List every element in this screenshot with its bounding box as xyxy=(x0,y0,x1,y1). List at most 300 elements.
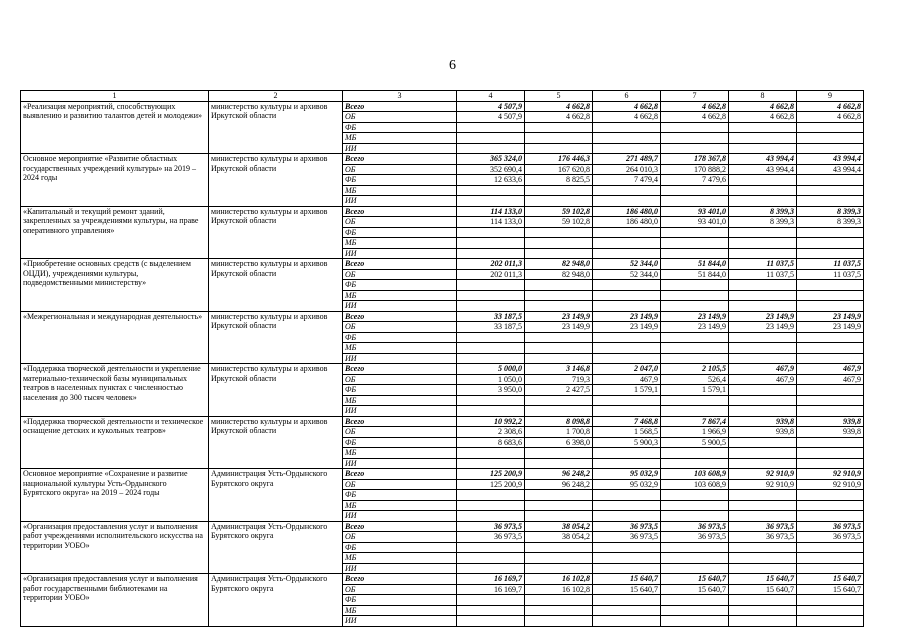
value-cell: 103 608,9 xyxy=(661,469,729,480)
value-cell xyxy=(593,248,661,259)
value-cell xyxy=(593,500,661,511)
value-cell: 7 468,8 xyxy=(593,416,661,427)
value-cell: 36 973,5 xyxy=(729,532,797,543)
value-cell xyxy=(797,385,864,396)
value-cell xyxy=(457,553,525,564)
value-cell xyxy=(525,511,593,522)
value-cell: 4 507,9 xyxy=(457,112,525,123)
value-cell: 51 844,0 xyxy=(661,259,729,270)
value-cell: 1 579,1 xyxy=(661,385,729,396)
activity-name-cell: «Организация предоставления услуг и выполнения работ учреждениями исполнительского искусства на территории УОБО» xyxy=(21,521,209,574)
value-cell xyxy=(525,458,593,469)
value-cell xyxy=(593,395,661,406)
value-cell: 36 973,5 xyxy=(661,532,729,543)
value-cell xyxy=(661,542,729,553)
value-cell xyxy=(729,133,797,144)
value-cell: 186 480,0 xyxy=(593,217,661,228)
value-cell: 5 000,0 xyxy=(457,364,525,375)
value-cell xyxy=(593,227,661,238)
value-cell xyxy=(661,605,729,616)
value-cell: 16 169,7 xyxy=(457,584,525,595)
activity-name-cell: Основное мероприятие «Сохранение и развитие национальной культуры Усть-Ордынского Бурятского округа» на 2019 – 2024 годы xyxy=(21,469,209,522)
value-cell xyxy=(797,605,864,616)
value-cell: 939,8 xyxy=(729,416,797,427)
value-cell xyxy=(729,458,797,469)
funding-source-cell: МБ xyxy=(343,238,457,249)
header-cell: 2 xyxy=(209,91,343,102)
header-cell: 3 xyxy=(343,91,457,102)
value-cell: 8 399,3 xyxy=(729,217,797,228)
value-cell xyxy=(797,175,864,186)
value-cell: 3 950,0 xyxy=(457,385,525,396)
value-cell xyxy=(525,395,593,406)
executor-cell: министерство культуры и архивов Иркутской области xyxy=(209,364,343,417)
funding-source-cell: Всего xyxy=(343,311,457,322)
executor-cell: министерство культуры и архивов Иркутской области xyxy=(209,101,343,154)
value-cell xyxy=(457,122,525,133)
value-cell xyxy=(525,238,593,249)
executor-cell: министерство культуры и архивов Иркутской области xyxy=(209,206,343,259)
value-cell xyxy=(797,511,864,522)
value-cell xyxy=(797,458,864,469)
value-cell: 167 620,8 xyxy=(525,164,593,175)
header-cell: 9 xyxy=(797,91,864,102)
executor-cell: министерство культуры и архивов Иркутской области xyxy=(209,259,343,312)
value-cell xyxy=(525,133,593,144)
value-cell: 23 149,9 xyxy=(525,322,593,333)
value-cell: 939,8 xyxy=(729,427,797,438)
funding-source-cell: Всего xyxy=(343,469,457,480)
value-cell xyxy=(525,563,593,574)
table-row xyxy=(21,521,864,532)
funding-source-cell: ФБ xyxy=(343,385,457,396)
value-cell xyxy=(797,616,864,627)
value-cell xyxy=(593,406,661,417)
activity-name-cell: «Приобретение основных средств (с выделением ОЦДИ), учреждениями культуры, подведомственными министерству» xyxy=(21,259,209,312)
value-cell xyxy=(661,511,729,522)
value-cell: 82 948,0 xyxy=(525,269,593,280)
table-row xyxy=(21,416,864,427)
value-cell xyxy=(729,511,797,522)
funding-source-cell: ФБ xyxy=(343,280,457,291)
value-cell xyxy=(593,133,661,144)
value-cell xyxy=(729,185,797,196)
value-cell xyxy=(661,563,729,574)
funding-source-cell: ИИ xyxy=(343,406,457,417)
table-body xyxy=(21,101,864,626)
value-cell: 526,4 xyxy=(661,374,729,385)
value-cell xyxy=(525,301,593,312)
header-cell: 7 xyxy=(661,91,729,102)
funding-source-cell: Всего xyxy=(343,101,457,112)
value-cell: 939,8 xyxy=(797,416,864,427)
value-cell xyxy=(729,343,797,354)
value-cell: 719,3 xyxy=(525,374,593,385)
funding-source-cell: ИИ xyxy=(343,143,457,154)
funding-source-cell: ФБ xyxy=(343,490,457,501)
value-cell xyxy=(457,301,525,312)
value-cell xyxy=(457,248,525,259)
value-cell xyxy=(729,605,797,616)
value-cell: 8 683,6 xyxy=(457,437,525,448)
value-cell xyxy=(729,143,797,154)
activity-name-cell: «Поддержка творческой деятельности и укрепление материально-технической базы муниципальных театров в населенных пунктах с численностью населения до 300 тысяч человек» xyxy=(21,364,209,417)
value-cell xyxy=(729,553,797,564)
value-cell: 38 054,2 xyxy=(525,532,593,543)
value-cell: 5 900,3 xyxy=(593,437,661,448)
value-cell: 4 662,8 xyxy=(593,101,661,112)
value-cell xyxy=(661,490,729,501)
value-cell: 12 633,6 xyxy=(457,175,525,186)
value-cell: 7 479,4 xyxy=(593,175,661,186)
value-cell: 92 910,9 xyxy=(797,479,864,490)
value-cell xyxy=(457,280,525,291)
header-cell: 8 xyxy=(729,91,797,102)
table-row xyxy=(21,574,864,585)
value-cell xyxy=(525,406,593,417)
value-cell xyxy=(457,227,525,238)
value-cell xyxy=(661,353,729,364)
value-cell: 15 640,7 xyxy=(661,574,729,585)
funding-source-cell: МБ xyxy=(343,553,457,564)
value-cell: 939,8 xyxy=(797,427,864,438)
funding-source-cell: ОБ xyxy=(343,427,457,438)
value-cell: 92 910,9 xyxy=(797,469,864,480)
value-cell: 15 640,7 xyxy=(797,584,864,595)
value-cell: 2 427,5 xyxy=(525,385,593,396)
value-cell: 36 973,5 xyxy=(661,521,729,532)
value-cell: 23 149,9 xyxy=(593,322,661,333)
value-cell xyxy=(661,616,729,627)
funding-source-cell: МБ xyxy=(343,290,457,301)
value-cell xyxy=(457,563,525,574)
value-cell: 103 608,9 xyxy=(661,479,729,490)
value-cell: 43 994,4 xyxy=(729,164,797,175)
value-cell: 16 102,8 xyxy=(525,584,593,595)
value-cell xyxy=(525,553,593,564)
value-cell: 1 568,5 xyxy=(593,427,661,438)
funding-source-cell: ИИ xyxy=(343,196,457,207)
value-cell: 7 867,4 xyxy=(661,416,729,427)
value-cell: 36 973,5 xyxy=(593,532,661,543)
value-cell xyxy=(593,353,661,364)
funding-source-cell: Всего xyxy=(343,364,457,375)
table-row xyxy=(21,206,864,217)
value-cell: 23 149,9 xyxy=(729,322,797,333)
value-cell xyxy=(797,437,864,448)
value-cell xyxy=(593,616,661,627)
value-cell xyxy=(457,448,525,459)
value-cell xyxy=(729,175,797,186)
value-cell: 36 973,5 xyxy=(729,521,797,532)
value-cell: 36 973,5 xyxy=(797,521,864,532)
funding-source-cell: ОБ xyxy=(343,584,457,595)
value-cell: 15 640,7 xyxy=(797,574,864,585)
value-cell: 96 248,2 xyxy=(525,469,593,480)
executor-cell: министерство культуры и архивов Иркутской области xyxy=(209,416,343,469)
value-cell: 11 037,5 xyxy=(729,259,797,270)
value-cell: 11 037,5 xyxy=(797,269,864,280)
executor-cell: министерство культуры и архивов Иркутской области xyxy=(209,311,343,364)
value-cell: 4 662,8 xyxy=(661,112,729,123)
value-cell: 4 662,8 xyxy=(525,112,593,123)
value-cell xyxy=(525,343,593,354)
value-cell xyxy=(797,595,864,606)
value-cell: 33 187,5 xyxy=(457,322,525,333)
value-cell xyxy=(457,542,525,553)
funding-source-cell: ОБ xyxy=(343,322,457,333)
value-cell xyxy=(457,353,525,364)
value-cell: 467,9 xyxy=(729,374,797,385)
value-cell xyxy=(525,143,593,154)
header-cell: 6 xyxy=(593,91,661,102)
executor-cell: Администрация Усть-Ордынского Бурятского округа xyxy=(209,574,343,627)
funding-source-cell: ОБ xyxy=(343,217,457,228)
value-cell xyxy=(797,227,864,238)
activity-name-cell: «Реализация мероприятий, способствующих выявлению и развитию талантов детей и молодежи» xyxy=(21,101,209,154)
value-cell: 467,9 xyxy=(593,374,661,385)
value-cell xyxy=(593,122,661,133)
value-cell: 93 401,0 xyxy=(661,217,729,228)
value-cell xyxy=(661,238,729,249)
value-cell xyxy=(797,238,864,249)
value-cell xyxy=(525,227,593,238)
table-row xyxy=(21,101,864,112)
value-cell: 4 662,8 xyxy=(661,101,729,112)
value-cell: 95 032,9 xyxy=(593,479,661,490)
value-cell xyxy=(729,490,797,501)
value-cell: 8 399,3 xyxy=(797,217,864,228)
activity-name-cell: «Поддержка творческой деятельности и техническое оснащение детских и кукольных театров» xyxy=(21,416,209,469)
value-cell: 52 344,0 xyxy=(593,269,661,280)
funding-source-cell: ФБ xyxy=(343,122,457,133)
value-cell: 8 399,3 xyxy=(797,206,864,217)
value-cell: 59 102,8 xyxy=(525,206,593,217)
value-cell: 4 507,9 xyxy=(457,101,525,112)
value-cell xyxy=(593,553,661,564)
value-cell: 16 169,7 xyxy=(457,574,525,585)
funding-source-cell: ОБ xyxy=(343,112,457,123)
value-cell: 170 888,2 xyxy=(661,164,729,175)
funding-source-cell: МБ xyxy=(343,343,457,354)
value-cell: 15 640,7 xyxy=(729,584,797,595)
value-cell: 8 399,3 xyxy=(729,206,797,217)
value-cell xyxy=(797,290,864,301)
value-cell xyxy=(661,448,729,459)
funding-source-cell: ОБ xyxy=(343,479,457,490)
value-cell: 1 050,0 xyxy=(457,374,525,385)
activity-name-cell: «Межрегиональная и международная деятельность» xyxy=(21,311,209,364)
value-cell: 4 662,8 xyxy=(797,112,864,123)
funding-source-cell: Всего xyxy=(343,206,457,217)
value-cell: 467,9 xyxy=(797,374,864,385)
value-cell xyxy=(593,490,661,501)
executor-cell: Администрация Усть-Ордынского Бурятского округа xyxy=(209,521,343,574)
value-cell xyxy=(525,122,593,133)
value-cell xyxy=(593,605,661,616)
header-cell: 5 xyxy=(525,91,593,102)
value-cell xyxy=(797,301,864,312)
value-cell xyxy=(661,500,729,511)
value-cell: 92 910,9 xyxy=(729,469,797,480)
value-cell: 23 149,9 xyxy=(661,311,729,322)
value-cell: 6 398,0 xyxy=(525,437,593,448)
funding-source-cell: ИИ xyxy=(343,248,457,259)
value-cell: 51 844,0 xyxy=(661,269,729,280)
value-cell xyxy=(661,133,729,144)
value-cell xyxy=(661,122,729,133)
value-cell xyxy=(593,595,661,606)
value-cell xyxy=(593,238,661,249)
value-cell: 15 640,7 xyxy=(729,574,797,585)
value-cell xyxy=(661,343,729,354)
value-cell xyxy=(661,280,729,291)
value-cell xyxy=(729,542,797,553)
funding-source-cell: ФБ xyxy=(343,542,457,553)
funding-source-cell: Всего xyxy=(343,574,457,585)
value-cell: 36 973,5 xyxy=(457,521,525,532)
value-cell: 96 248,2 xyxy=(525,479,593,490)
value-cell xyxy=(457,290,525,301)
value-cell xyxy=(525,616,593,627)
value-cell xyxy=(797,196,864,207)
value-cell: 23 149,9 xyxy=(525,311,593,322)
value-cell: 36 973,5 xyxy=(797,532,864,543)
header-cell: 4 xyxy=(457,91,525,102)
value-cell: 10 992,2 xyxy=(457,416,525,427)
value-cell: 3 146,8 xyxy=(525,364,593,375)
value-cell: 7 479,6 xyxy=(661,175,729,186)
funding-source-cell: ИИ xyxy=(343,511,457,522)
funding-source-cell: ИИ xyxy=(343,301,457,312)
value-cell xyxy=(729,395,797,406)
value-cell xyxy=(729,448,797,459)
header-cell: 1 xyxy=(21,91,209,102)
value-cell xyxy=(729,196,797,207)
value-cell xyxy=(457,616,525,627)
value-cell: 114 133,0 xyxy=(457,217,525,228)
header-row xyxy=(21,91,864,102)
value-cell xyxy=(457,406,525,417)
value-cell: 1 966,9 xyxy=(661,427,729,438)
value-cell xyxy=(457,511,525,522)
funding-source-cell: МБ xyxy=(343,605,457,616)
value-cell: 4 662,8 xyxy=(593,112,661,123)
value-cell xyxy=(729,595,797,606)
value-cell xyxy=(457,595,525,606)
value-cell: 15 640,7 xyxy=(593,584,661,595)
value-cell: 202 011,3 xyxy=(457,269,525,280)
value-cell xyxy=(661,395,729,406)
value-cell xyxy=(593,280,661,291)
value-cell xyxy=(797,490,864,501)
value-cell xyxy=(593,563,661,574)
value-cell xyxy=(729,616,797,627)
value-cell xyxy=(457,133,525,144)
value-cell: 2 308,6 xyxy=(457,427,525,438)
value-cell xyxy=(593,511,661,522)
value-cell xyxy=(525,605,593,616)
value-cell xyxy=(729,406,797,417)
value-cell: 202 011,3 xyxy=(457,259,525,270)
value-cell: 1 579,1 xyxy=(593,385,661,396)
table-row xyxy=(21,154,864,165)
funding-source-cell: ОБ xyxy=(343,164,457,175)
value-cell xyxy=(525,353,593,364)
value-cell: 178 367,8 xyxy=(661,154,729,165)
value-cell: 5 900,5 xyxy=(661,437,729,448)
value-cell: 4 662,8 xyxy=(729,112,797,123)
value-cell xyxy=(457,143,525,154)
value-cell xyxy=(593,343,661,354)
value-cell xyxy=(797,280,864,291)
funding-source-cell: ИИ xyxy=(343,616,457,627)
table-row xyxy=(21,311,864,322)
value-cell xyxy=(797,353,864,364)
value-cell xyxy=(661,595,729,606)
value-cell: 11 037,5 xyxy=(729,269,797,280)
value-cell xyxy=(797,406,864,417)
funding-source-cell: ФБ xyxy=(343,595,457,606)
value-cell: 23 149,9 xyxy=(729,311,797,322)
value-cell xyxy=(457,185,525,196)
value-cell xyxy=(457,332,525,343)
value-cell xyxy=(797,553,864,564)
value-cell xyxy=(661,248,729,259)
value-cell xyxy=(797,343,864,354)
value-cell xyxy=(661,227,729,238)
funding-source-cell: Всего xyxy=(343,416,457,427)
value-cell xyxy=(525,280,593,291)
value-cell xyxy=(593,332,661,343)
value-cell xyxy=(525,248,593,259)
value-cell: 176 446,3 xyxy=(525,154,593,165)
funding-source-cell: ОБ xyxy=(343,269,457,280)
value-cell xyxy=(593,196,661,207)
value-cell xyxy=(797,332,864,343)
value-cell: 92 910,9 xyxy=(729,479,797,490)
value-cell: 4 662,8 xyxy=(525,101,593,112)
value-cell xyxy=(593,143,661,154)
value-cell: 1 700,8 xyxy=(525,427,593,438)
value-cell: 16 102,8 xyxy=(525,574,593,585)
value-cell xyxy=(457,196,525,207)
executor-cell: Администрация Усть-Ордынского Бурятского округа xyxy=(209,469,343,522)
value-cell xyxy=(525,196,593,207)
value-cell: 23 149,9 xyxy=(797,322,864,333)
value-cell xyxy=(593,301,661,312)
value-cell xyxy=(729,238,797,249)
funding-source-cell: МБ xyxy=(343,448,457,459)
value-cell xyxy=(729,353,797,364)
value-cell: 59 102,8 xyxy=(525,217,593,228)
funding-source-cell: ФБ xyxy=(343,332,457,343)
value-cell xyxy=(729,332,797,343)
value-cell xyxy=(729,563,797,574)
value-cell xyxy=(797,143,864,154)
activity-name-cell: «Организация предоставления услуг и выполнения работ государственными библиотеками на территории УОБО» xyxy=(21,574,209,627)
budget-table xyxy=(20,90,864,627)
funding-source-cell: ФБ xyxy=(343,227,457,238)
value-cell xyxy=(593,185,661,196)
value-cell xyxy=(729,437,797,448)
value-cell: 95 032,9 xyxy=(593,469,661,480)
value-cell xyxy=(661,458,729,469)
value-cell: 2 047,0 xyxy=(593,364,661,375)
funding-source-cell: ОБ xyxy=(343,532,457,543)
value-cell: 38 054,2 xyxy=(525,521,593,532)
value-cell: 43 994,4 xyxy=(797,164,864,175)
